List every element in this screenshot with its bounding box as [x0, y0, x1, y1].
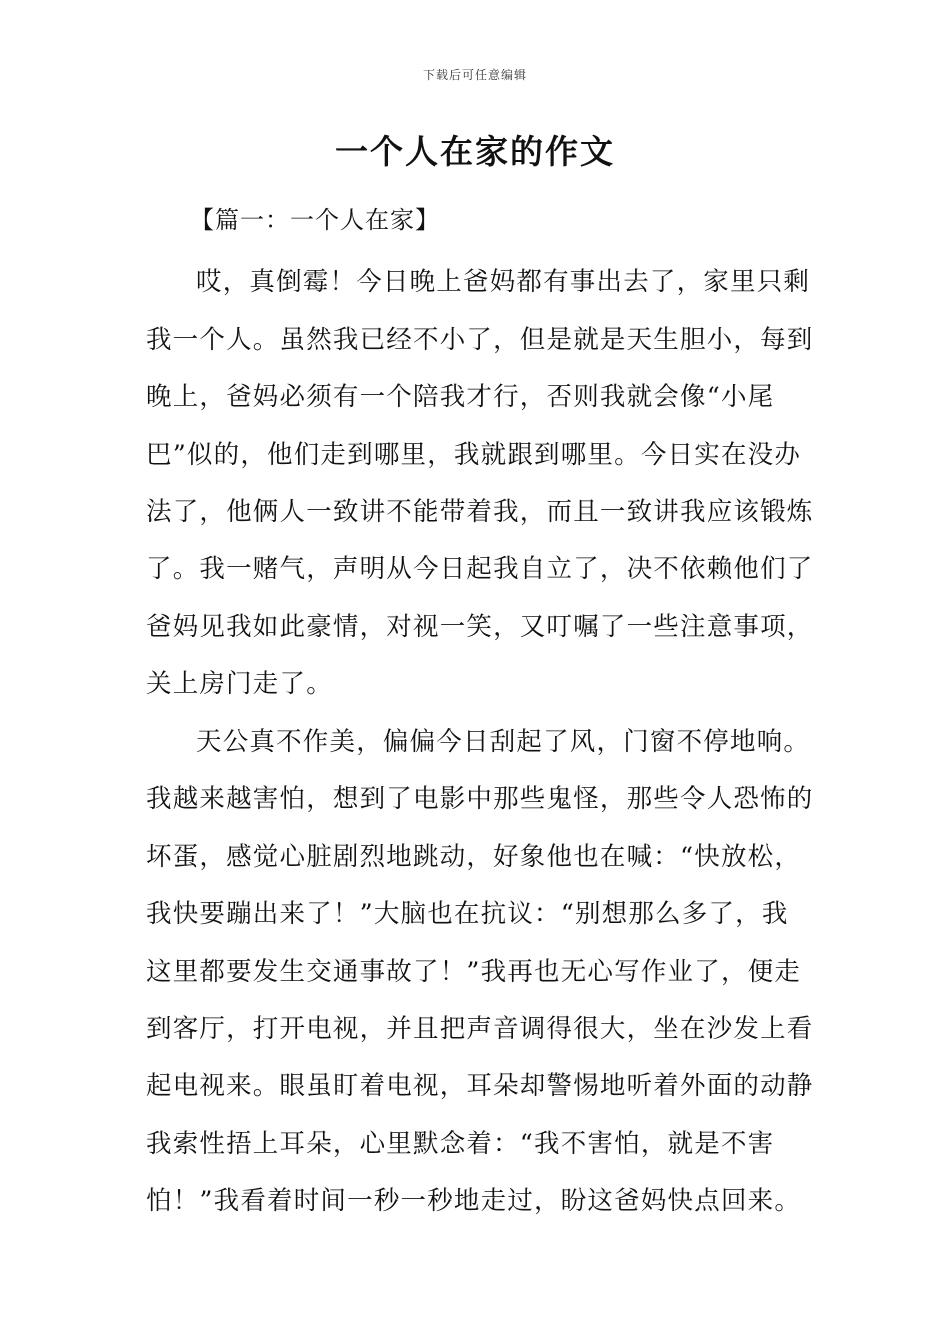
- paragraph-1-line: 哎，真倒霉！今日晚上爸妈都有事出去了，家里只剩: [196, 267, 811, 297]
- paragraph-2-line: 坏蛋，感觉心脏剧烈地跳动，好象他也在喊：“快放松，: [146, 842, 802, 872]
- paragraph-2-line: 我越来越害怕，想到了电影中那些鬼怪，那些令人恐怖的: [146, 784, 814, 814]
- paragraph-2-line: 这里都要发生交通事故了！”我再也无心写作业了，便走: [146, 957, 802, 987]
- paragraph-2-line: 天公真不作美，偏偏今日刮起了风，门窗不停地响。: [196, 727, 811, 757]
- document-title: 一个人在家的作文: [335, 132, 615, 171]
- paragraph-1-line: 我一个人。虽然我已经不小了，但是就是天生胆小，每到: [146, 325, 814, 355]
- paragraph-1-line: 巴”似的，他们走到哪里，我就跟到哪里。今日实在没办: [146, 440, 802, 470]
- paragraph-1-line: 关上房门走了。: [146, 669, 333, 699]
- paragraph-2-line: 到客厅，打开电视，并且把声音调得很大，坐在沙发上看: [146, 1014, 814, 1044]
- header-note: 下载后可任意编辑: [422, 68, 527, 82]
- paragraph-2-line: 我快要蹦出来了！”大脑也在抗议：“别想那么多了，我: [146, 899, 789, 929]
- paragraph-1-line: 爸妈见我如此豪情，对视一笑，又叮嘱了一些注意事项，: [146, 612, 814, 642]
- paragraph-2-line: 我索性捂上耳朵，心里默念着：“我不害怕，就是不害: [146, 1129, 775, 1159]
- paragraph-1-line: 了。我一赌气，声明从今日起我自立了，决不依赖他们了: [146, 554, 814, 584]
- paragraph-2-line: 起电视来。眼虽盯着电视，耳朵却警惕地听着外面的动静: [146, 1071, 814, 1101]
- section-heading: 【篇一：一个人在家】: [190, 206, 440, 234]
- paragraph-1-line: 法了，他俩人一致讲不能带着我，而且一致讲我应该锻炼: [146, 497, 814, 527]
- paragraph-1-line: 晚上，爸妈必须有一个陪我才行，否则我就会像“小尾: [146, 382, 775, 412]
- paragraph-2-line: 怕！”我看着时间一秒一秒地走过，盼这爸妈快点回来。: [146, 1186, 802, 1216]
